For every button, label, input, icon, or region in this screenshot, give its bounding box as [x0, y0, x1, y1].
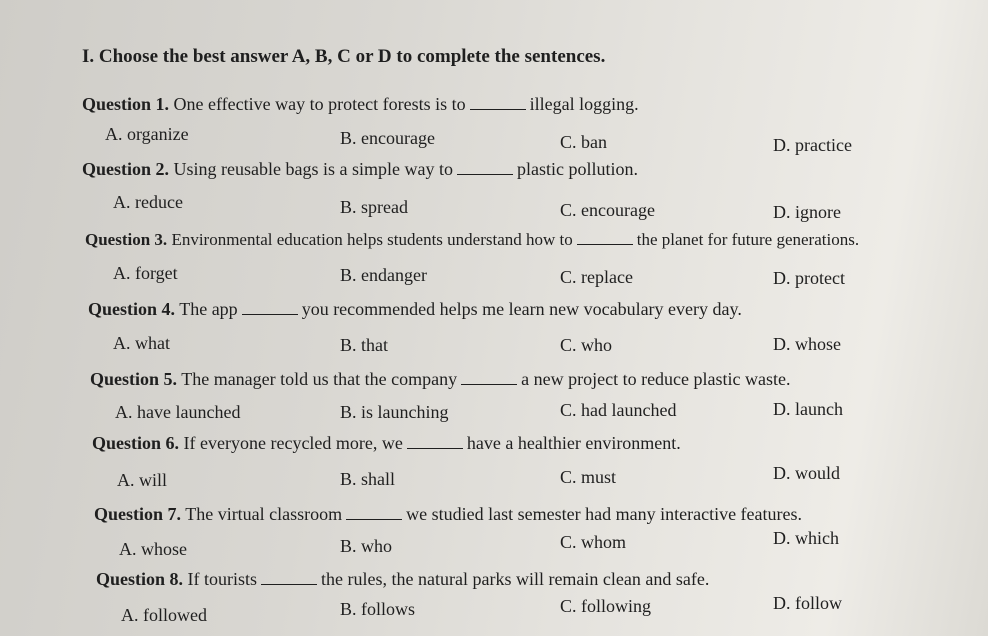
question-text-before: Environmental education helps students understand how to [171, 230, 573, 249]
answer-blank [346, 505, 402, 520]
question-text-before: Using reusable bags is a simple way to [173, 159, 453, 179]
section-heading: I. Choose the best answer A, B, C or D to complete the sentences. [82, 46, 606, 67]
question-label: Question 7. [94, 504, 182, 524]
question-8 [96, 568, 709, 590]
option-a: A. followed [121, 605, 207, 625]
option-b: B. shall [340, 469, 396, 489]
option-c: C. who [560, 335, 613, 355]
question-label: Question 8. [96, 569, 184, 589]
option-c: C. whom [560, 532, 627, 552]
option-b: B. who [340, 536, 393, 556]
option-d: D. protect [773, 268, 845, 288]
option-b: B. is launching [340, 402, 449, 422]
question-text-after: have a healthier environment. [466, 433, 681, 453]
option-d: D. ignore [773, 202, 841, 222]
question-label: Question 5. [90, 369, 178, 389]
answer-blank [577, 230, 633, 245]
option-b: B. encourage [340, 128, 435, 148]
option-c: C. encourage [560, 200, 655, 220]
answer-blank [461, 370, 517, 385]
option-a: A. what [113, 333, 170, 353]
question-7 [94, 503, 802, 525]
question-text-after: we studied last semester had many interactive features. [406, 504, 803, 524]
answer-blank [407, 434, 463, 449]
option-a: A. have launched [115, 402, 241, 422]
option-b: B. spread [340, 197, 408, 217]
option-b: B. endanger [340, 265, 427, 285]
question-5 [90, 368, 791, 390]
answer-blank [261, 570, 317, 585]
question-2 [82, 158, 638, 180]
option-d: D. practice [773, 135, 852, 155]
question-text-before: One effective way to protect forests is to [173, 94, 466, 114]
option-b: B. that [340, 335, 388, 355]
question-text-before: The virtual classroom [185, 504, 343, 524]
option-b: B. follows [340, 599, 416, 619]
question-text-after: illegal logging. [529, 94, 639, 114]
option-c: C. ban [560, 132, 607, 152]
question-text-before: The app [179, 299, 238, 319]
option-d: D. follow [773, 593, 842, 613]
option-a: A. whose [119, 539, 187, 559]
question-4 [88, 298, 742, 320]
question-text-before: If everyone recycled more, we [183, 433, 403, 453]
option-a: A. will [117, 470, 168, 490]
question-6 [92, 432, 681, 454]
question-text-before: If tourists [187, 569, 258, 589]
question-label: Question 1. [82, 94, 170, 114]
option-d: D. would [773, 463, 840, 483]
option-c: C. following [560, 596, 652, 616]
question-label: Question 2. [82, 159, 170, 179]
question-label: Question 6. [92, 433, 180, 453]
question-text-before: The manager told us that the company [181, 369, 458, 389]
question-text-after: plastic pollution. [516, 159, 638, 179]
question-1 [82, 93, 639, 115]
option-d: D. launch [773, 399, 843, 419]
option-d: D. which [773, 528, 839, 548]
answer-blank [457, 160, 513, 175]
option-c: C. must [560, 467, 617, 487]
question-text-after: a new project to reduce plastic waste. [521, 369, 791, 389]
option-d: D. whose [773, 334, 841, 354]
option-c: C. replace [560, 267, 633, 287]
option-a: A. forget [113, 263, 178, 283]
answer-blank [470, 95, 526, 110]
option-a: A. reduce [113, 192, 183, 212]
option-c: C. had launched [560, 400, 677, 420]
question-label: Question 4. [88, 299, 176, 319]
question-text-after: you recommended helps me learn new vocabulary every day. [301, 299, 742, 319]
answer-blank [242, 300, 298, 315]
question-text-after: the planet for future generations. [636, 230, 860, 249]
question-text-after: the rules, the natural parks will remain clean and safe. [321, 569, 710, 589]
question-3 [85, 229, 859, 251]
question-label: Question 3. [85, 230, 168, 249]
option-a: A. organize [105, 124, 189, 144]
